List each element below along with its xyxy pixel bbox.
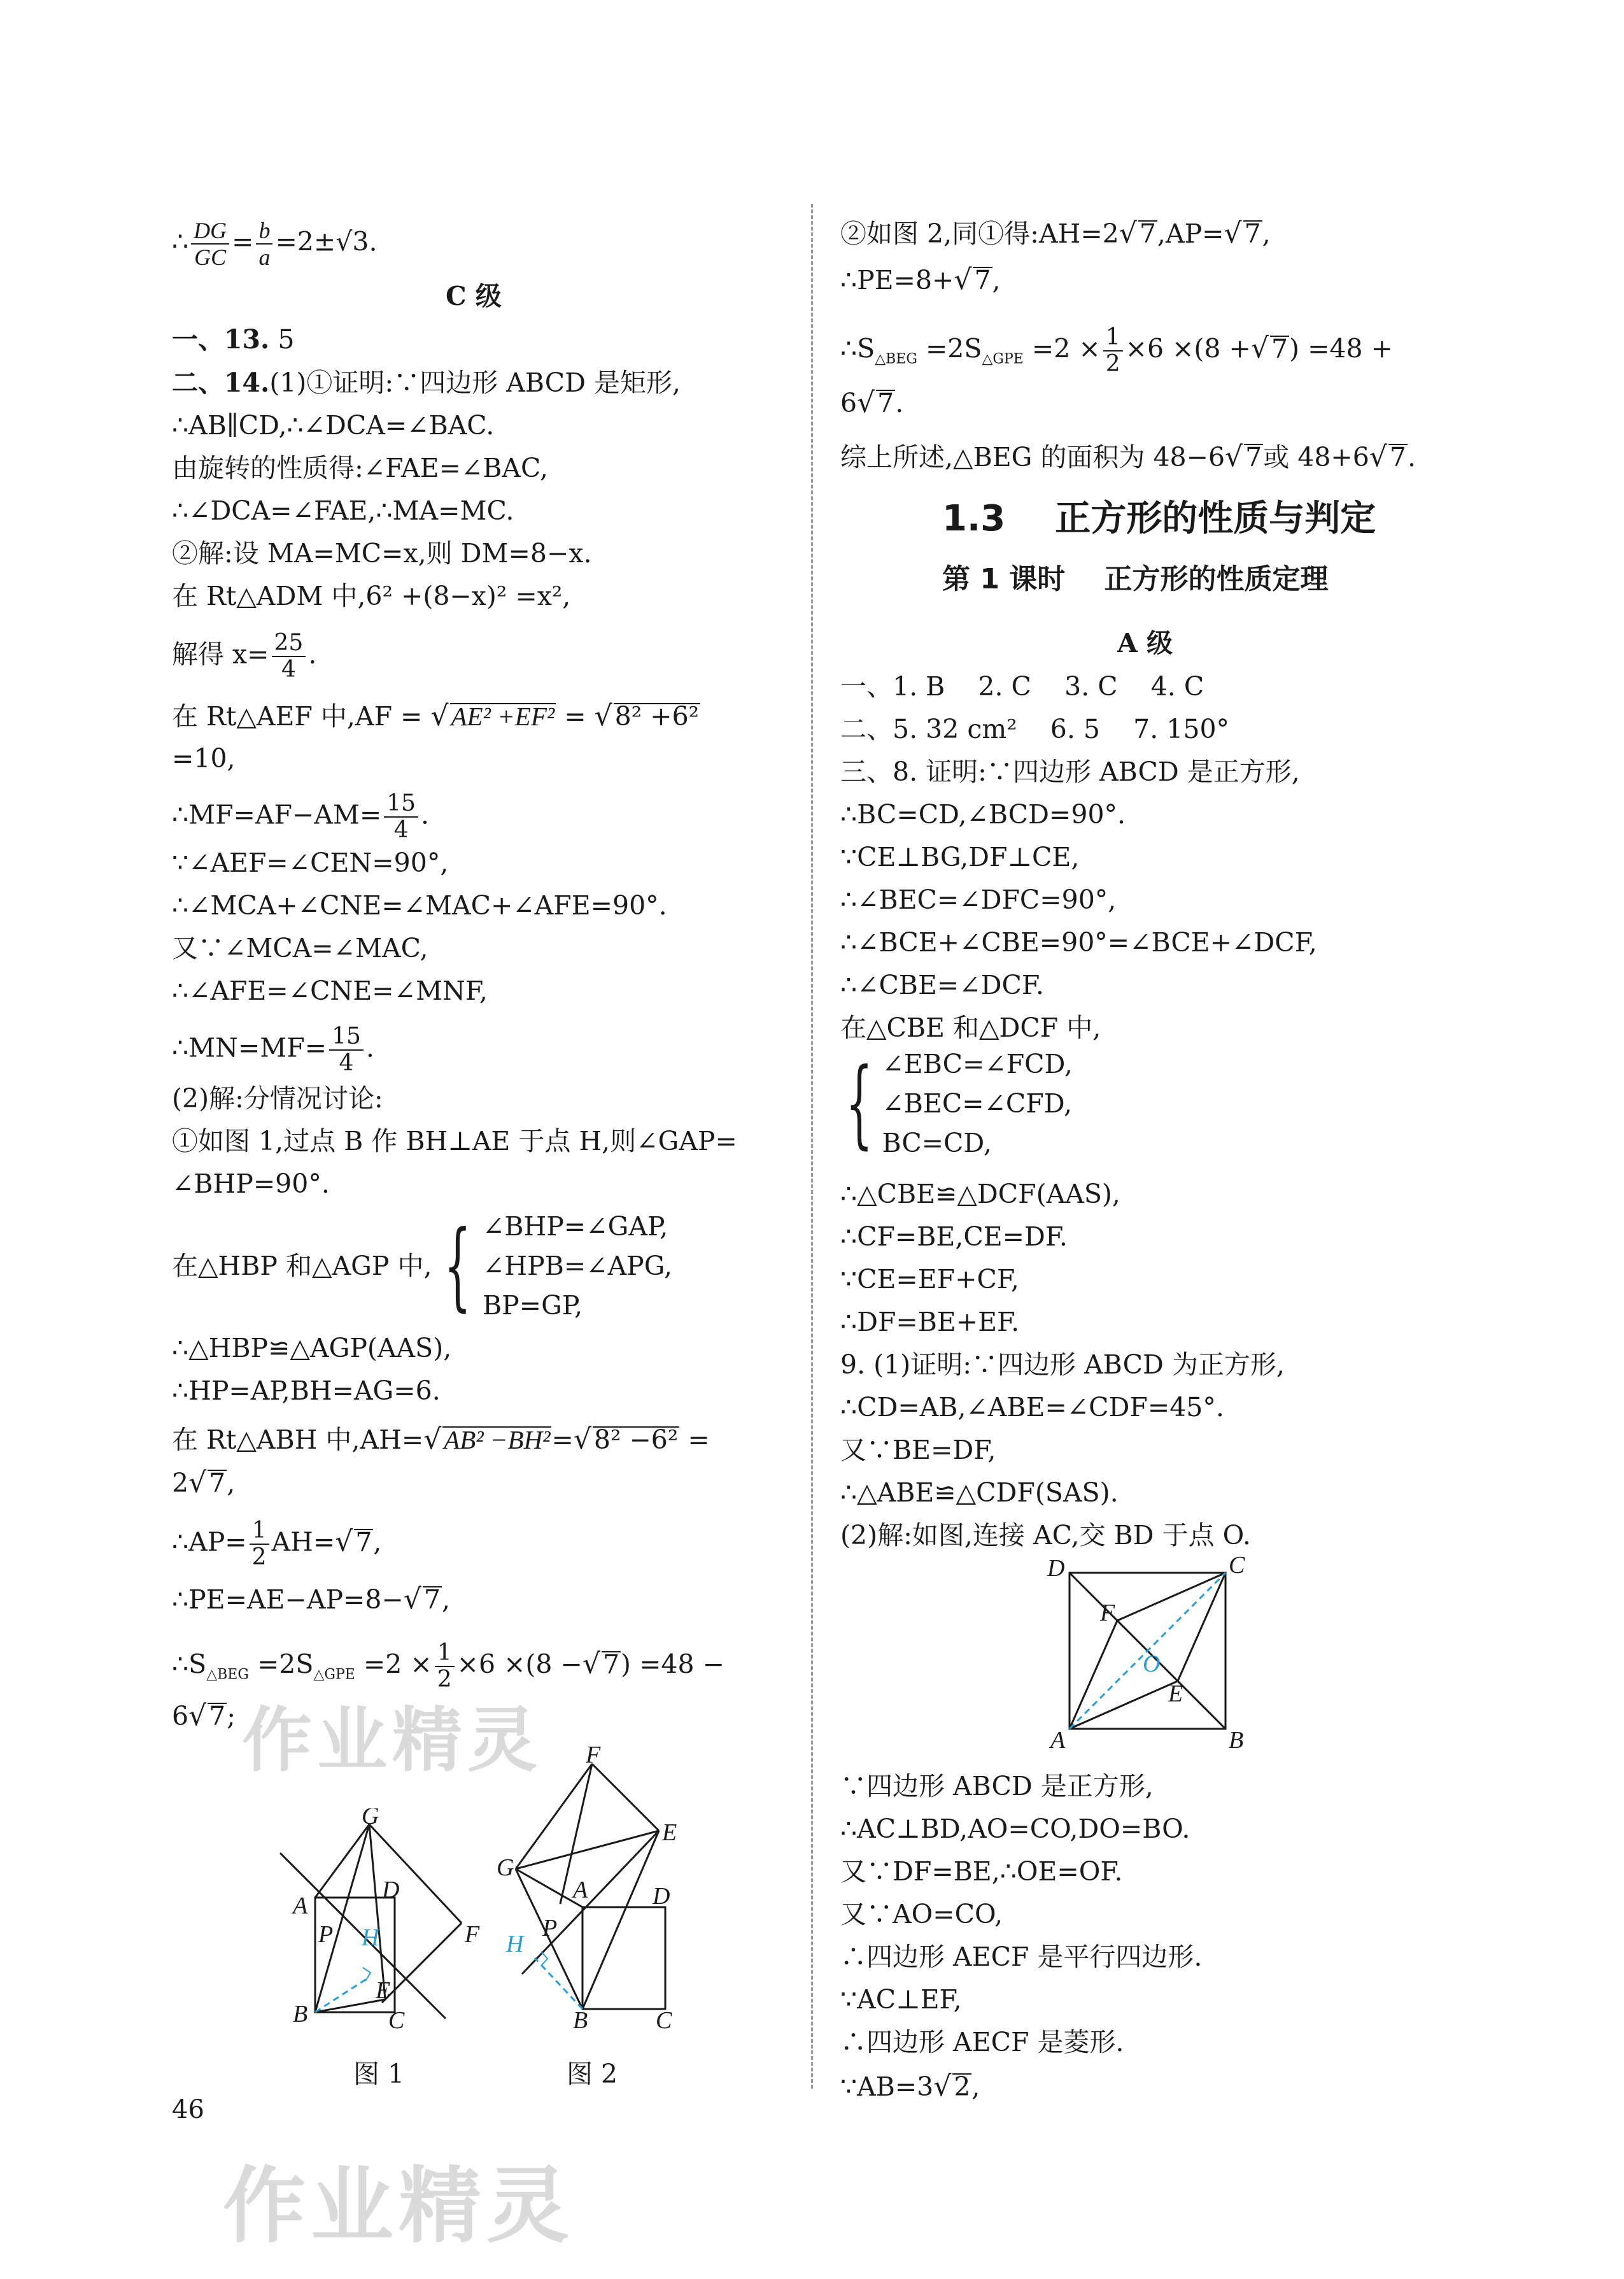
question-label: 二、14. [172, 367, 270, 398]
label-c: C [388, 2007, 405, 2034]
proof-line [172, 630, 316, 683]
text-segment: 在△HBP 和△AGP 中, [172, 1251, 432, 1281]
text-segment: = [556, 701, 586, 732]
proof-line: 又∵∠MCA=∠MAC, [172, 933, 428, 963]
level-c-heading: C 级 [446, 281, 502, 311]
proof-line: ∴DF=BE+EF. [840, 1307, 1020, 1337]
fraction-numerator: 25 [272, 630, 306, 657]
radicand: 2 [954, 2071, 971, 2102]
text-segment: AH= [271, 1526, 335, 1558]
fraction-numerator: 15 [329, 1024, 364, 1051]
fraction [1103, 325, 1123, 377]
system-row: ∠EBC=∠FCD, [882, 1049, 1073, 1079]
label-h: H [362, 1924, 379, 1951]
fraction [329, 1024, 364, 1076]
fraction-denominator: 4 [281, 657, 296, 683]
text-segment: . [895, 388, 904, 418]
system-row: BP=GP, [483, 1290, 583, 1321]
radical-sign: √ [1224, 217, 1242, 250]
label-c: C [656, 2007, 672, 2034]
proof-line: ∠BHP=90°. [172, 1168, 330, 1199]
proof-line: (2)解:分情况讨论: [172, 1083, 383, 1114]
text-segment: 在 Rt△ABH 中,AH= [172, 1424, 424, 1455]
label-p: P [542, 1915, 558, 1942]
proof-line [840, 2071, 980, 2103]
label-a: A [573, 1877, 588, 1903]
proof-line: =10, [172, 743, 236, 774]
proof-line: ∴∠MCA+∠CNE=∠MAC+∠AFE=90°. [172, 890, 667, 921]
proof-line: ∴∠BCE+∠CBE=90°=∠BCE+∠DCF, [840, 927, 1317, 958]
watermark: 作业精灵 [242, 1700, 542, 1781]
text-segment: 在 Rt△AEF 中,AF = [172, 701, 423, 732]
subscript: △GPE [982, 351, 1024, 367]
text-segment: = [551, 1424, 574, 1455]
label-h: H [506, 1931, 524, 1957]
proof-line: 9. (1)证明:∵四边形 ABCD 为正方形, [840, 1349, 1285, 1380]
fraction-numerator: 1 [435, 1640, 455, 1667]
proof-line [840, 441, 1416, 473]
radical-sign: √ [1119, 217, 1137, 250]
label-b: B [293, 2001, 308, 2027]
label-d: D [1047, 1555, 1065, 1582]
answer-line: 一、1. B 2. C 3. C 4. C [840, 671, 1204, 702]
radical-sign: √ [423, 1423, 442, 1456]
proof-line: ∴CD=AB,∠ABE=∠CDF=45°. [840, 1392, 1224, 1423]
label-g: G [497, 1854, 514, 1881]
text-segment: . [1408, 442, 1416, 472]
text-segment: ) =48 + [1289, 333, 1393, 364]
proof-line: ∴CF=BE,CE=DF. [840, 1221, 1068, 1252]
proof-line: ∴∠DCA=∠FAE,∴MA=MC. [172, 495, 514, 526]
text-segment: ×6 ×(8 − [456, 1649, 583, 1680]
proof-line: ∴△CBE≌△DCF(AAS), [840, 1179, 1120, 1209]
therefore-symbol: ∴ [172, 226, 189, 257]
proof-line [172, 1424, 710, 1456]
radicand: 7 [1245, 442, 1262, 472]
proof-line: (2)解:如图,连接 AC,交 BD 于点 O. [840, 1520, 1251, 1551]
radicand: 7 [1271, 333, 1289, 364]
fraction-denominator: a [258, 245, 271, 270]
text-segment: 6 [840, 388, 858, 418]
proof-line: ∵∠AEF=∠CEN=90°, [172, 848, 449, 878]
proof-line [172, 791, 429, 843]
level-a-heading: A 级 [1117, 628, 1173, 658]
fraction-denominator: 4 [339, 1050, 354, 1076]
system-row: ∠BEC=∠CFD, [882, 1088, 1073, 1119]
subscript: △BEG [875, 351, 917, 367]
question-label: 一、13. [172, 324, 270, 355]
text-segment: ; [227, 1701, 236, 1731]
segment-gf [369, 1824, 462, 1923]
radicand: 7 [877, 388, 894, 418]
proof-line: 在△CBE 和△DCF 中, [840, 1012, 1101, 1043]
proof-line [840, 387, 903, 419]
answer-text: 5 [269, 324, 295, 355]
label-e: E [376, 1977, 391, 2004]
proof-line: 由旋转的性质得:∠FAE=∠BAC, [172, 453, 548, 483]
text-segment: =2 × [355, 1649, 432, 1680]
fraction-denominator: GC [194, 245, 227, 270]
segment-ea [1070, 1681, 1178, 1729]
segment-gb [315, 1824, 369, 2012]
label-a: A [293, 1892, 308, 1919]
proof-line: ∴HP=AP,BH=AG=6. [172, 1375, 441, 1406]
segment-ce [1178, 1573, 1225, 1681]
text-segment: =2S [248, 1649, 314, 1680]
proof-line: ∴四边形 AECF 是平行四边形. [840, 1942, 1203, 1972]
text-segment: ∴AP= [172, 1526, 247, 1558]
equation-system [882, 1044, 1073, 1163]
segment-af [1070, 1621, 1117, 1729]
fraction [272, 630, 306, 683]
proof-line [840, 264, 1001, 296]
proof-line: ②解:设 MA=MC=x,则 DM=8−x. [172, 538, 592, 569]
fraction-denominator: 2 [251, 1544, 267, 1570]
proof-line: ∴∠AFE=∠CNE=∠MNF, [172, 976, 488, 1006]
fraction [256, 218, 272, 270]
text-segment: . [421, 799, 430, 830]
radical-sign: √ [954, 264, 972, 296]
fraction [191, 218, 229, 270]
label-g: G [362, 1808, 379, 1829]
proof-line: ∴∠BEC=∠DFC=90°, [840, 884, 1117, 915]
text-segment: ∵AB=3 [840, 2071, 934, 2102]
text-segment: ,AP= [1157, 218, 1224, 249]
proof-line: ①如图 1,过点 B 作 BH⊥AE 于点 H,则∠GAP= [172, 1126, 737, 1156]
system-row: ∠HPB=∠APG, [483, 1251, 673, 1281]
proof-line: ∴△HBP≌△AGP(AAS), [172, 1333, 452, 1363]
figure-1-caption: 图 1 [353, 2059, 405, 2089]
text-segment: ②如图 2,同①得:AH=2 [840, 218, 1119, 249]
result-value: =2±√3. [275, 226, 378, 257]
proof-line: 三、8. 证明:∵四边形 ABCD 是正方形, [840, 756, 1300, 787]
proof-line: ∴BC=CD,∠BCD=90°. [840, 799, 1126, 830]
radicand: 7 [423, 1584, 441, 1615]
proof-line [172, 1024, 374, 1076]
subscript: △BEG [206, 1666, 249, 1683]
figure-1 [274, 1808, 490, 2044]
text-segment: . [308, 639, 317, 670]
page-number: 46 [172, 2095, 204, 2124]
proof-line [172, 1700, 236, 1732]
answer-text: (1)①证明:∵四边形 ABCD 是矩形, [269, 367, 681, 398]
segment-eb [583, 1831, 659, 2009]
left-brace: { [845, 1048, 873, 1159]
text-segment: , [373, 1526, 382, 1558]
fraction-numerator: b [256, 218, 272, 245]
radicand: 7 [209, 1468, 226, 1498]
left-brace: { [443, 1210, 471, 1321]
text-segment: 2 [172, 1468, 189, 1498]
text-segment: , [441, 1584, 451, 1615]
radicand: AE² +EF² [451, 702, 555, 731]
proof-line: 又∵AO=CO, [840, 1899, 1003, 1929]
label-f: F [465, 1921, 480, 1948]
figure-3 [1038, 1554, 1267, 1757]
label-o: O [1143, 1651, 1161, 1677]
text-segment: ×6 ×(8 + [1125, 333, 1251, 364]
radicand: 7 [974, 265, 991, 295]
text-segment: ∴PE=AE−AP=8− [172, 1584, 404, 1615]
radical-sign: √ [1369, 441, 1387, 473]
system-row: ∠BHP=∠GAP, [483, 1211, 668, 1242]
radicand: 8² −6² [593, 1424, 679, 1455]
segment-fe [592, 1764, 659, 1831]
proof-line [172, 700, 700, 732]
text-segment: = [679, 1424, 710, 1455]
figure-2-caption: 图 2 [567, 2059, 618, 2089]
radical-sign: √ [403, 1583, 421, 1615]
text-segment: ∴MF=AF−AM= [172, 799, 382, 830]
fraction-numerator: 1 [1103, 325, 1123, 351]
fraction [250, 1518, 269, 1570]
answer-line: 二、5. 32 cm² 6. 5 7. 150° [840, 714, 1230, 744]
radical-sign: √ [1225, 441, 1243, 473]
proof-line [840, 325, 1393, 377]
proof-line: 在 Rt△ADM 中,6² +(8−x)² =x², [172, 581, 571, 611]
radical-sign: √ [430, 700, 449, 732]
proof-line: ∴AC⊥BD,AO=CO,DO=BO. [840, 1814, 1190, 1844]
radicand: 7 [602, 1649, 620, 1680]
fraction-denominator: 2 [437, 1666, 452, 1693]
square-abcd [583, 1907, 665, 2009]
fraction-denominator: 4 [393, 817, 409, 843]
watermark: 作业精灵 [223, 2157, 575, 2254]
label-d: D [653, 1883, 670, 1910]
proof-line: ∴AB∥CD,∴∠DCA=∠BAC. [172, 410, 495, 441]
radical-sign: √ [582, 1647, 600, 1680]
column-divider [811, 204, 813, 2089]
text-segment: =2 × [1023, 333, 1101, 364]
label-f: F [586, 1745, 601, 1768]
radicand: 7 [1139, 218, 1156, 249]
frac-result-line [172, 218, 378, 270]
radicand: AB² −BH² [444, 1425, 551, 1454]
equation-system [483, 1207, 672, 1325]
proof-line [172, 1584, 450, 1615]
fraction-numerator: 1 [250, 1518, 269, 1545]
equation-system-line [172, 1207, 672, 1325]
text-segment: , [992, 265, 1001, 295]
answer-14-head [172, 367, 681, 399]
segment-ge [369, 1824, 385, 1999]
text-segment: 综上所述,△BEG 的面积为 48−6 [840, 442, 1225, 472]
fraction-denominator: 2 [1105, 351, 1120, 377]
fraction-numerator: 15 [384, 791, 418, 818]
radicand: 8² +6² [614, 701, 700, 732]
text-segment: , [227, 1468, 236, 1498]
segment-fc [1117, 1573, 1225, 1621]
text-segment: 或 48+6 [1263, 442, 1369, 472]
radicand: 7 [355, 1526, 372, 1558]
text-segment: ∴S [172, 1649, 207, 1680]
radical-sign: √ [188, 1466, 207, 1499]
proof-line [172, 1467, 235, 1499]
radical-sign: √ [933, 2070, 952, 2103]
proof-line: ∴四边形 AECF 是菱形. [840, 2027, 1124, 2057]
equation-system-line [834, 1044, 1073, 1163]
text-segment: ∴PE=8+ [840, 265, 954, 295]
text-segment: , [971, 2071, 980, 2102]
radicand: 7 [1389, 442, 1406, 472]
system-row: BC=CD, [882, 1128, 992, 1158]
figure-2 [490, 1745, 700, 2044]
text-segment: ∴S [840, 333, 875, 364]
radical-sign: √ [188, 1700, 207, 1732]
radical-sign: √ [573, 1423, 591, 1456]
radicand: 7 [1244, 218, 1261, 249]
radical-sign: √ [857, 387, 875, 419]
label-f: F [1100, 1600, 1115, 1626]
proof-line [840, 218, 1271, 250]
radicand: 7 [209, 1701, 226, 1731]
text-segment: ∴MN=MF= [172, 1032, 327, 1063]
label-b: B [1229, 1727, 1244, 1754]
text-segment: , [1262, 218, 1271, 249]
proof-line: ∵AC⊥EF, [840, 1984, 962, 2015]
proof-line: ∴△ABE≌△CDF(SAS). [840, 1477, 1119, 1508]
text-segment: 解得 x= [172, 639, 269, 670]
label-b: B [573, 2007, 588, 2034]
fraction [384, 791, 418, 843]
label-e: E [1168, 1680, 1183, 1707]
radical-sign: √ [594, 700, 612, 732]
lesson-title: 第 1 课时 正方形的性质定理 [942, 563, 1329, 595]
text-segment: 6 [172, 1701, 189, 1731]
label-c: C [1229, 1554, 1245, 1579]
text-segment: =2S [917, 333, 982, 364]
proof-line: 又∵BE=DF, [840, 1435, 996, 1465]
proof-line: ∵四边形 ABCD 是正方形, [840, 1771, 1154, 1801]
text-segment: . [365, 1032, 374, 1063]
label-a: A [1050, 1727, 1066, 1754]
text-segment: ) =48 − [621, 1649, 724, 1680]
label-e: E [662, 1819, 677, 1846]
right-angle-marker [363, 1968, 371, 1981]
proof-line [172, 1518, 381, 1570]
proof-line: ∴∠CBE=∠DCF. [840, 970, 1044, 1000]
segment-ge [516, 1831, 659, 1869]
fraction-numerator: DG [191, 218, 229, 245]
label-p: P [318, 1921, 334, 1948]
radical-sign: √ [335, 1525, 353, 1558]
radical-sign: √ [1250, 332, 1269, 365]
proof-line: 又∵DF=BE,∴OE=OF. [840, 1856, 1123, 1887]
proof-line: ∵CE=EF+CF, [840, 1264, 1019, 1295]
equals-sign: = [232, 226, 254, 257]
label-d: D [382, 1877, 400, 1903]
section-title: 1.3 正方形的性质与判定 [942, 498, 1376, 539]
proof-line: ∵CE⊥BG,DF⊥CE, [840, 842, 1080, 872]
segment-ag [315, 1824, 369, 1898]
subscript: △GPE [313, 1666, 355, 1683]
answer-13 [172, 323, 294, 355]
